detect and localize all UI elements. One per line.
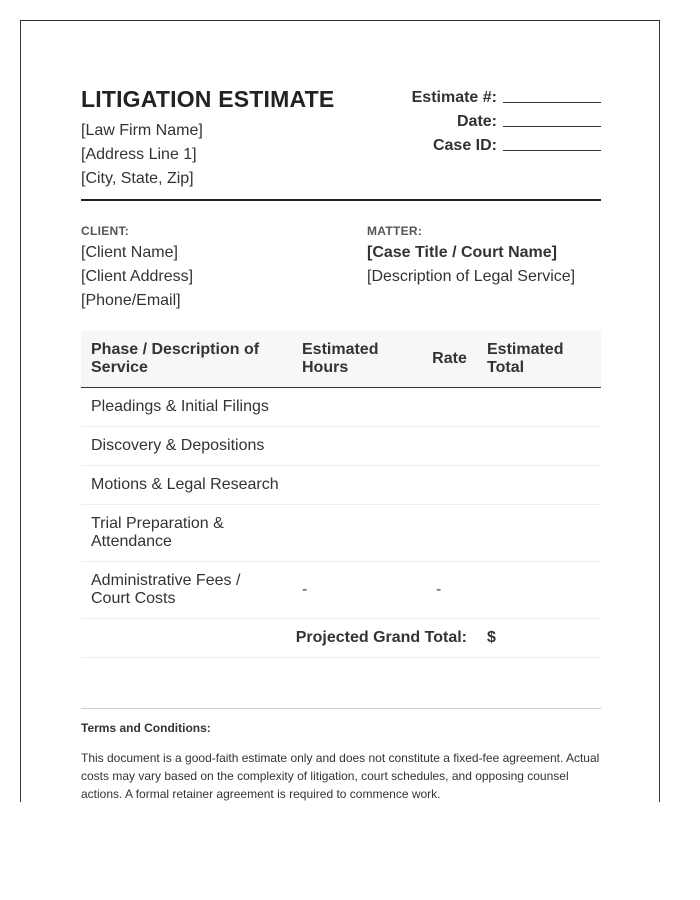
matter-label: MATTER: <box>367 224 423 238</box>
client-section <box>81 224 193 313</box>
total-cell[interactable] <box>477 466 601 505</box>
table-row <box>81 427 601 466</box>
header-divider <box>81 199 601 201</box>
hours-cell[interactable] <box>292 505 422 562</box>
matter-description: [Description of Legal Service] <box>367 268 576 285</box>
grand-total-label: Projected Grand Total: <box>81 619 477 658</box>
column-header-phase: Phase / Description of Service <box>81 331 292 388</box>
column-header-rate: Rate <box>422 331 477 388</box>
estimate-number-field[interactable] <box>503 102 601 103</box>
estimate-number-row <box>341 83 601 107</box>
table-row <box>81 505 601 562</box>
phase-cell: Discovery & Depositions <box>81 427 292 466</box>
client-name: [Client Name] <box>81 244 178 261</box>
case-id-row <box>341 131 601 155</box>
document-title: LITIGATION ESTIMATE <box>81 86 335 112</box>
phase-cell: Pleadings & Initial Filings <box>81 388 292 427</box>
phase-cell: Trial Preparation & Attendance <box>81 505 292 562</box>
rate-cell[interactable] <box>422 505 477 562</box>
date-field[interactable] <box>503 126 601 127</box>
estimate-number-label: Estimate #: <box>411 89 497 106</box>
terms-title: Terms and Conditions: <box>81 721 211 735</box>
phase-cell: Motions & Legal Research <box>81 466 292 505</box>
phase-cell: Administrative Fees / Court Costs <box>81 562 292 619</box>
rate-cell[interactable] <box>422 427 477 466</box>
date-row <box>341 107 601 131</box>
client-address: [Client Address] <box>81 268 194 285</box>
total-cell[interactable] <box>477 505 601 562</box>
table-row <box>81 562 601 619</box>
hours-cell[interactable] <box>292 466 422 505</box>
total-cell[interactable] <box>477 427 601 466</box>
estimate-table <box>81 331 601 658</box>
case-title: [Case Title / Court Name] <box>367 244 557 261</box>
table-header-row <box>81 331 601 388</box>
hours-cell[interactable] <box>292 388 422 427</box>
hours-cell[interactable] <box>292 427 422 466</box>
matter-section <box>367 224 575 289</box>
law-firm-city-state-zip: [City, State, Zip] <box>81 170 194 187</box>
rate-cell[interactable] <box>422 466 477 505</box>
client-label: CLIENT: <box>81 224 130 238</box>
document-page <box>20 20 660 802</box>
law-firm-address: [Address Line 1] <box>81 146 197 163</box>
law-firm-info <box>81 119 203 191</box>
rate-cell[interactable] <box>422 388 477 427</box>
date-label: Date: <box>456 113 497 130</box>
column-header-hours: Estimated Hours <box>292 331 422 388</box>
estimate-meta <box>341 83 601 155</box>
hours-cell[interactable]: - <box>292 562 422 619</box>
case-id-label: Case ID: <box>432 137 497 154</box>
case-id-field[interactable] <box>503 150 601 151</box>
grand-total-value[interactable]: $ <box>477 619 601 658</box>
table-row <box>81 466 601 505</box>
law-firm-name: [Law Firm Name] <box>81 122 203 139</box>
column-header-total: Estimated Total <box>477 331 601 388</box>
terms-divider <box>81 708 601 709</box>
table-row <box>81 388 601 427</box>
total-cell[interactable] <box>477 562 601 619</box>
rate-cell[interactable]: - <box>422 562 477 619</box>
terms-body: This document is a good-faith estimate only and does not constitute a fixed-fee agreement. Actual costs may vary based on the complexity of litigation, court schedules, and opposing counsel actions. A formal retainer agreement is required to commence work. <box>81 751 600 801</box>
total-cell[interactable] <box>477 388 601 427</box>
client-contact: [Phone/Email] <box>81 292 181 309</box>
grand-total-row <box>81 619 601 658</box>
